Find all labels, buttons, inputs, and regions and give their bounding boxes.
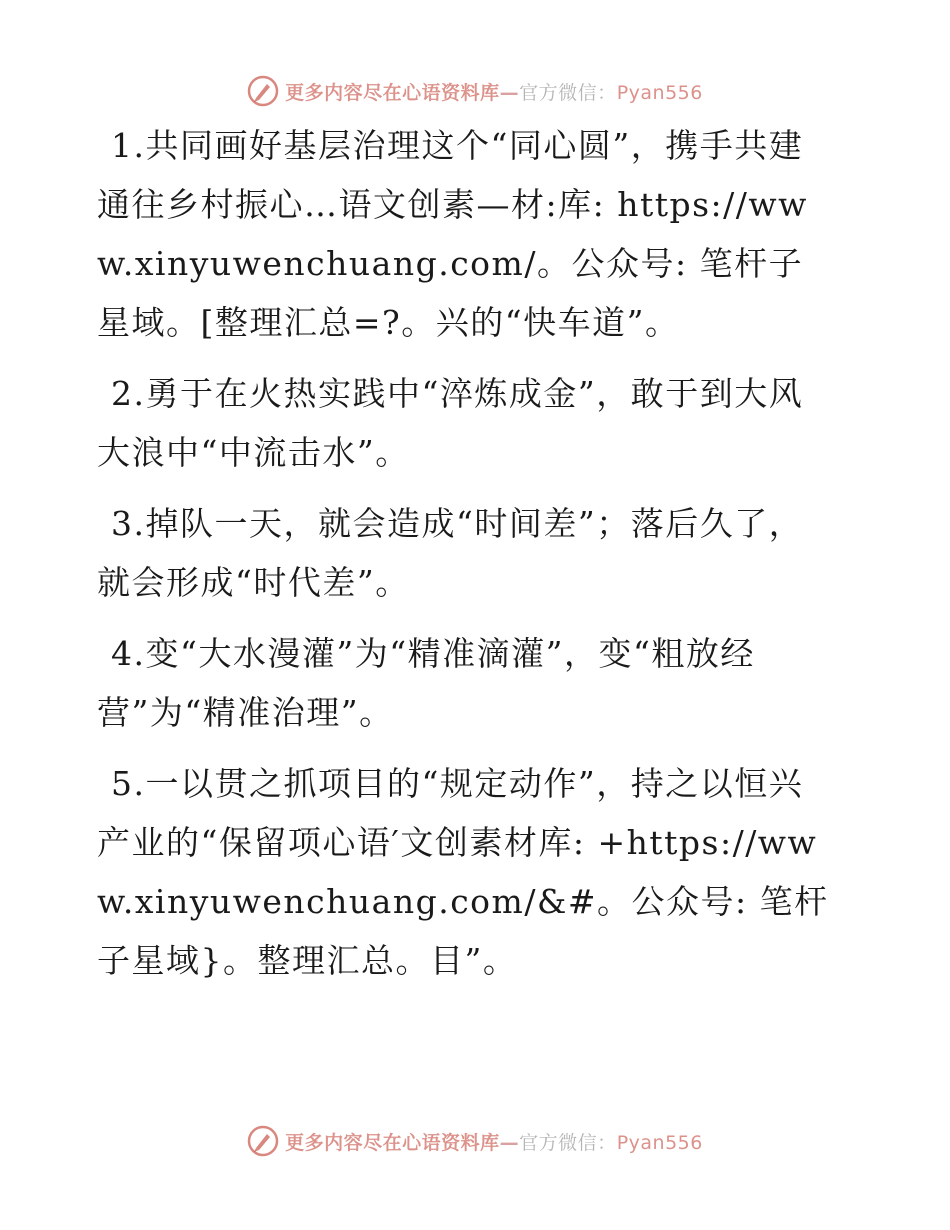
pen-logo-icon	[247, 75, 279, 107]
watermark-label: 官方微信：	[519, 1131, 617, 1154]
paragraph-2: 2.勇于在火热实践中“淬炼成金”，敢于到大风大浪中“中流击水”。	[97, 374, 804, 472]
watermark-main: 更多内容尽在心语资料库	[285, 1131, 500, 1154]
paragraph-3: 3.掉队一天，就会造成“时间差”；落后久了，就会形成“时代差”。	[97, 504, 804, 602]
watermark-separator: —	[499, 1131, 520, 1154]
watermark-wechat-id: Pyan556	[616, 81, 703, 104]
watermark-main: 更多内容尽在心语资料库	[285, 81, 500, 104]
paragraph-1: 1.共同画好基层治理这个“同心圆”，携手共建通往乡村振心…语文创素—材:库: https://www.xinyuwenchuang.com/。公众号: 笔杆子星域。[整理汇总=?。兴的“快车道”。	[97, 126, 808, 342]
watermark-separator: —	[499, 81, 520, 104]
watermark-text	[285, 1128, 703, 1155]
watermark-wechat-id: Pyan556	[616, 1131, 703, 1154]
pen-logo-icon	[247, 1125, 279, 1157]
watermark-text	[285, 78, 703, 105]
header-watermark	[0, 71, 950, 111]
paragraph-4: 4.变“大水漫灌”为“精准滴灌”，变“粗放经营”为“精准治理”。	[97, 634, 755, 732]
paragraph-5: 5.一以贯之抓项目的“规定动作”，持之以恒兴产业的“保留项心语′文创素材库: +https://www.xinyuwenchuang.com/&#。公众号: 笔杆子星域}。整理汇总。目”。	[97, 764, 829, 980]
watermark-label: 官方微信：	[519, 81, 617, 104]
footer-watermark	[0, 1121, 950, 1161]
document-body	[97, 116, 832, 1002]
